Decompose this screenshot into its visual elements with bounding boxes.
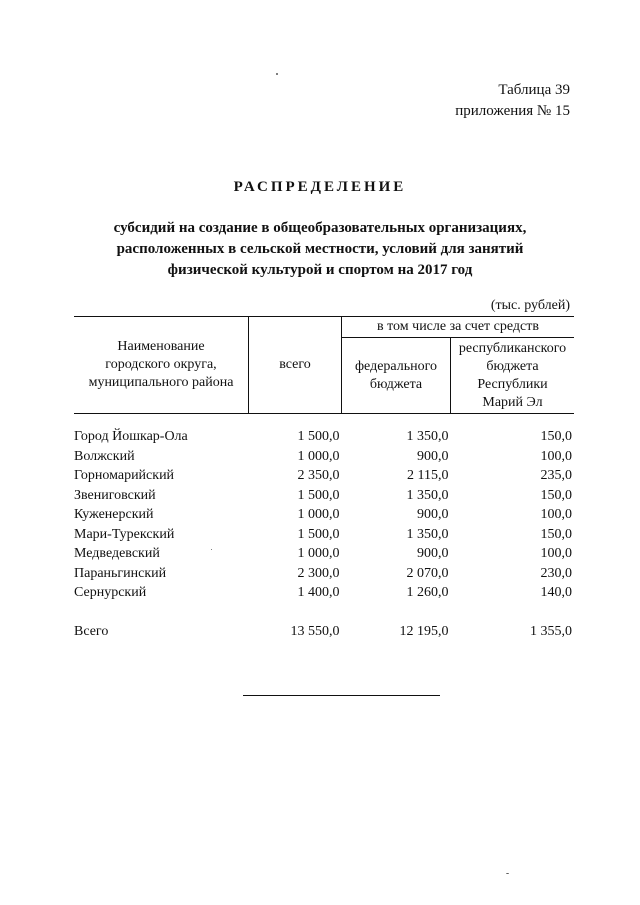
header-total: всего <box>249 317 342 414</box>
table-row: Куженерский 1 000,0 900,0 100,0 <box>74 507 572 522</box>
table-row: Горномарийский 2 350,0 2 115,0 235,0 <box>74 468 572 483</box>
table-number: Таблица 39 <box>498 82 570 98</box>
header-republic: республиканского бюджета Республики Марий Эл <box>451 338 575 414</box>
table-row: Мари-Турекский 1 500,0 1 350,0 150,0 <box>74 526 572 542</box>
scan-speck <box>276 73 278 75</box>
units-label: (тыс. рублей) <box>490 298 570 313</box>
subsidy-table <box>74 316 574 641</box>
document-title: РАСПРЕДЕЛЕНИЕ <box>233 179 407 195</box>
header-federal: федерального бюджета <box>342 338 451 414</box>
table-row: Город Йошкар-Ола 1 500,0 1 350,0 150,0 <box>74 429 572 444</box>
header-name: Наименование городского округа, муниципального района <box>74 317 249 414</box>
totals-row: Всего 13 550,0 12 195,0 1 355,0 <box>74 623 572 639</box>
subtitle-line: субсидий на создание в общеобразовательных организациях, <box>113 220 527 236</box>
table-row: Медведевский 1 000,0 900,0 100,0 <box>74 546 572 561</box>
document-subtitle <box>60 218 580 281</box>
table-reference <box>455 80 570 122</box>
table-row: Сернурский 1 400,0 1 260,0 140,0 <box>74 585 572 600</box>
table-row: Волжский 1 000,0 900,0 100,0 <box>74 448 572 464</box>
header-funding-group: в том числе за счет средств <box>342 317 575 338</box>
scan-speck <box>211 549 212 550</box>
table-row: Звениговский 1 500,0 1 350,0 150,0 <box>74 487 572 503</box>
appendix-number: приложения № 15 <box>455 103 570 119</box>
closing-rule <box>243 695 440 696</box>
table-row: Параньгинский 2 300,0 2 070,0 230,0 <box>74 565 572 581</box>
scan-speck <box>506 873 509 874</box>
subtitle-line: расположенных в сельской местности, условий для занятий <box>116 241 524 257</box>
subtitle-line: физической культурой и спортом на 2017 год <box>167 262 473 278</box>
